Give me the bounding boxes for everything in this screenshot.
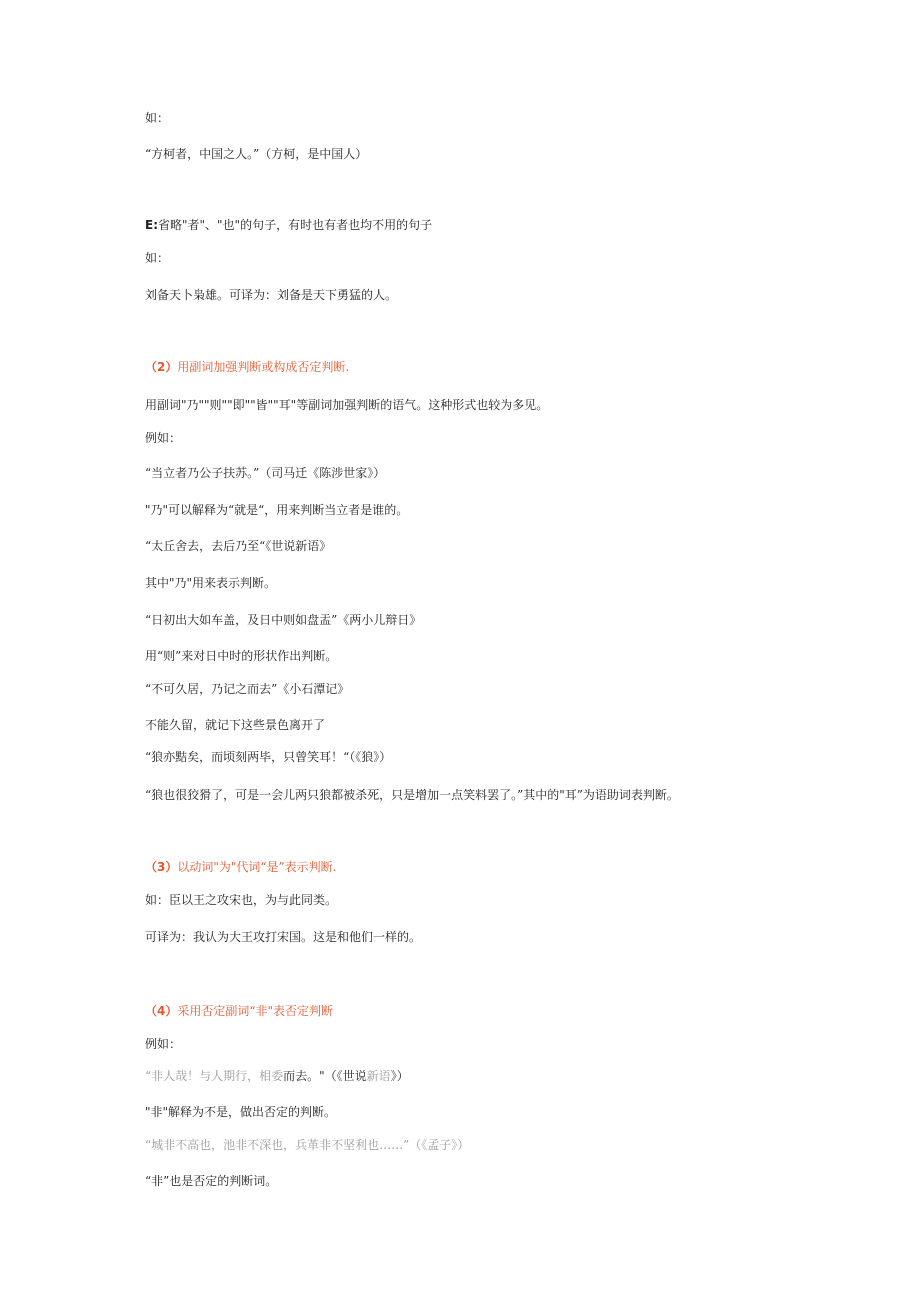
paragraph-fei-explain: "非"解释为不是，做出否定的判断。 (145, 1105, 337, 1119)
paragraph-keyiwei: 可译为：我认为大王攻打宋国。这是和他们一样的。 (145, 930, 422, 944)
paragraph-xiaoshitan: “不可久居，乃记之而去”《小石潭记》 (145, 682, 350, 696)
paragraph-mengzi: “城非不高也，池非不深也，兵革非不坚利也……”（《孟子》） (145, 1138, 470, 1152)
paragraph-ru-2: 如： (145, 251, 170, 265)
paragraph-lang-explain: “狼也很狡猾了，可是一会儿两只狼都被杀死，只是增加一点笑料罢了。”其中的"耳”为语助词表判断。 (145, 788, 679, 802)
paragraph-chenyiwang: 如：臣以王之攻宋也，为与此同类。 (145, 893, 338, 907)
paragraph-richu: “日初出大如车盖，及日中则如盘盂”《两小儿辩日》 (145, 613, 422, 627)
paragraph-example-fangke: “方柯者，中国之人。”（方柯，是中国人） (145, 147, 368, 161)
paragraph-liubei: 刘备天卜枭雄。可译为：刘备是天下勇猛的人。 (145, 288, 398, 302)
paragraph-adverbs: 用副词"乃""则""即""皆""耳"等副词加强判断的语气。这种形式也较为多见。 (145, 398, 549, 412)
paragraph-nai-judge: 其中"乃"用来表示判断。 (145, 576, 277, 590)
paragraph-e-omission: E:省略"者"、"也"的句子，有时也有者也均不用的句子 (145, 218, 433, 232)
paragraph-ru-1: 如： (145, 111, 170, 125)
paragraph-bunengjiuliu: 不能久留，就记下这些景色离开了 (145, 718, 326, 732)
paragraph-ze-judge: 用“则”来对日中时的形状作出判断。 (145, 649, 338, 663)
paragraph-taiqiu: “太丘舍去，去后乃至“《世说新语》 (145, 539, 332, 553)
paragraph-nai-explain: "乃"可以解释为“就是“，用来判断当立者是谁的。 (145, 503, 409, 517)
paragraph-fei-word: “非”也是否定的判断词。 (145, 1174, 278, 1188)
paragraph-liru-2: 例如： (145, 1037, 182, 1051)
paragraph-lang-quote: “狼亦黠矣，而顷刻两毕，只曾笑耳！“（《狼》） (145, 750, 392, 764)
section-heading-4: （4）采用否定副词“非"表否定判断 (145, 1004, 334, 1018)
section-heading-2: （2）用副词加强判断或构成否定判断. (145, 360, 350, 374)
paragraph-liru-1: 例如： (145, 431, 182, 445)
paragraph-fusu: “当立者乃公子扶苏。”（司马迁《陈涉世家》） (145, 466, 386, 480)
paragraph-feirenzai: “非人哉！与人期行，相委而去。"（《世说新语》） (145, 1069, 409, 1083)
section-heading-3: （3）以动词"为"代词“是”表示判断. (145, 860, 337, 874)
